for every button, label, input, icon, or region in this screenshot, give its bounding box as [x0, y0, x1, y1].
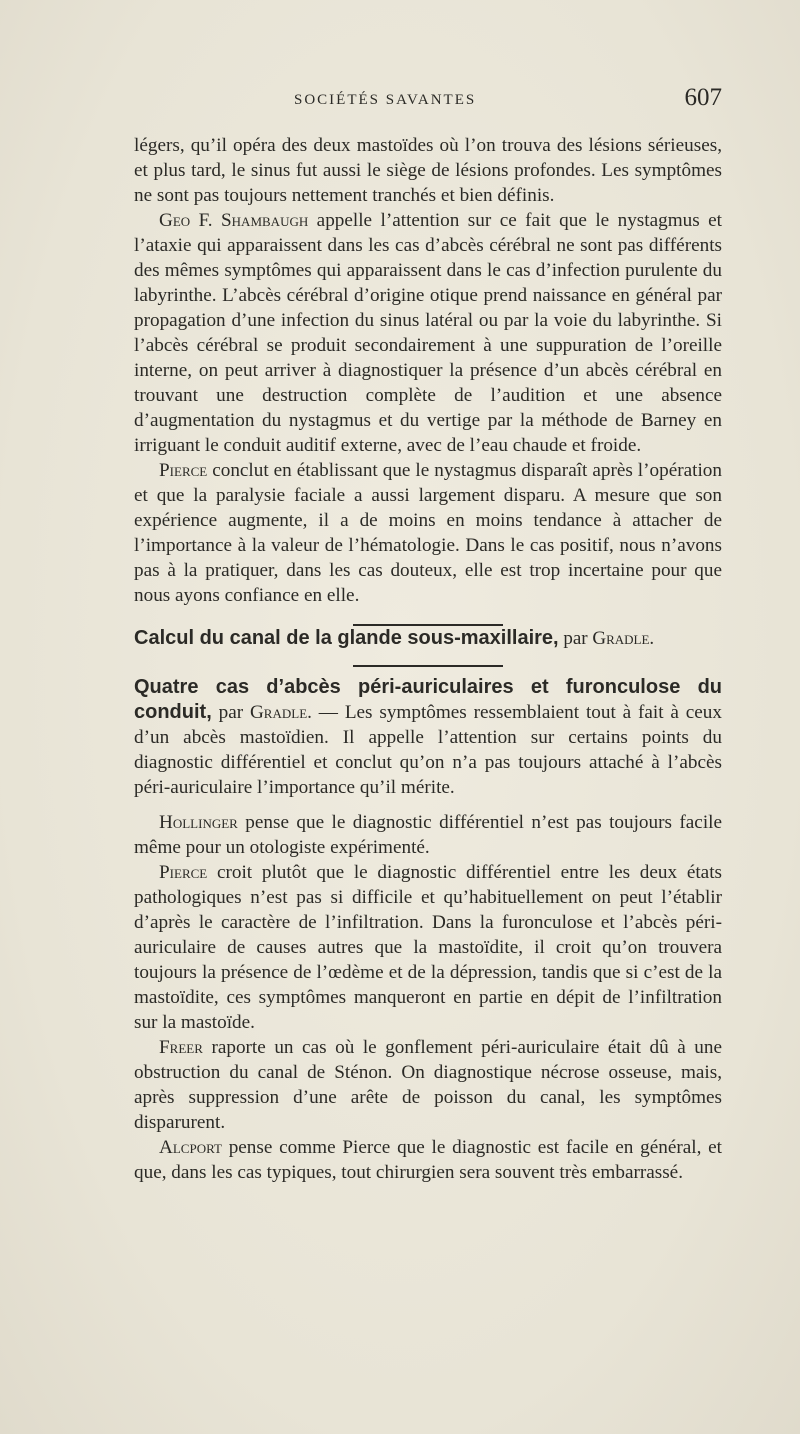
speaker-name: Pierce: [159, 460, 208, 481]
paragraph-text: raporte un cas où le gonflement péri-auriculaire était dû à une obstruction du canal de Sténon. On diagnostique nécrose osseuse, mais, après suppression d’une arête de poisson du canal, les symptômes disparurent.: [134, 1037, 722, 1133]
paragraph-shambaugh: [134, 208, 722, 458]
paragraph-pierce-1: [134, 458, 722, 608]
paragraph-text: pense que le diagnostic différentiel n’est pas toujours facile même pour un otologiste expérimenté.: [134, 812, 722, 858]
section-rule: [353, 665, 503, 667]
running-head: SOCIÉTÉS SAVANTES: [294, 92, 477, 108]
speaker-name: Hollinger: [159, 812, 238, 833]
body-text: [134, 133, 722, 1185]
page-number: 607: [684, 84, 722, 111]
paragraph-text: pense comme Pierce que le diagnostic est facile en général, et que, dans les cas typiques, tout chirurgien sera souvent très embarrassé.: [134, 1137, 722, 1183]
section-title-calcul: [134, 626, 722, 651]
paragraph-freer: [134, 1035, 722, 1135]
paragraph-quatre-cas: [134, 675, 722, 800]
paragraph-pierce-2: [134, 860, 722, 1035]
paragraph-text: croit plutôt que le diagnostic différentiel entre les deux états pathologiques n’est pas si difficile et qu’habituellement on peut l’établir d’après le caractère de l’infiltration. Dans la furonculose et l’abcès péri-auriculaire de causes autres que la mastoïdite, il croit qu’on trouvera toujours la présence de l’œdème et de la dépression, tandis que si c’est de la mastoïdite, ces symptômes manqueront en partie en dépit de l’infiltration sur la mastoïde.: [134, 862, 722, 1033]
section-by: par: [558, 628, 593, 649]
speaker-name: Alcport: [159, 1137, 222, 1158]
paragraph-text: conclut en établissant que le nystagmus disparaît après l’opération et que la paralysie faciale a aussi largement disparu. A mesure que son expérience augmente, il a de moins en moins tendance à attacher de l’importance à la valeur de l’hématologie. Dans le cas positif, nous n’avons pas à la pratiquer, dans les cas douteux, elle est trop incertaine pour que nous ayons confiance en elle.: [134, 460, 722, 606]
speaker-name: Pierce: [159, 862, 208, 883]
paragraph-text: — Les symptômes ressemblaient tout à fait à ceux d’un abcès mastoïdien. Il appelle l’attention sur certains points du diagnostic différentiel et conclut qu’on n’a pas toujours attaché à l’abcès péri-auriculaire l’importance qu’il mérite.: [134, 702, 722, 798]
page-header: [134, 84, 722, 118]
paragraph-hollinger: [134, 810, 722, 860]
paragraph-continuation: légers, qu’il opéra des deux mastoïdes où l’on trouva des lésions sérieuses, et plus tard, le sinus fut aussi le siège de lésions profondes. Les symptômes ne sont pas toujours nettement tranchés et bien définis.: [134, 135, 722, 206]
section-title-text: Quatre cas d’abcès péri-auriculaires et furonculose du conduit,: [134, 676, 722, 723]
paragraph-alcport: [134, 1135, 722, 1185]
section-author: Gradle.: [249, 702, 312, 723]
paragraph-text: appelle l’attention sur ce fait que le nystagmus et l’ataxie qui apparaissent dans les cas d’abcès cérébral ne sont pas différents des mêmes symptômes qui apparaissent dans le cas d’infection purulente du labyrinthe. L’abcès cérébral d’origine otique prend naissance en général par propagation d’une infection du sinus latéral ou par la voie du labyrinthe. Si l’abcès cérébral se produit secondairement à une suppuration de l’oreille interne, on peut arriver à diagnostiquer la présence d’un abcès cérébral en trouvant une destruction complète de l’audition et une absence d’augmentation du nystagmus et du vertige par la méthode de Barney en irriguant le conduit auditif externe, avec de l’eau chaude et froide.: [134, 210, 722, 456]
section-title-text: Calcul du canal de la glande sous-maxillaire,: [134, 627, 559, 649]
speaker-name: Geo F. Shambaugh: [159, 210, 309, 231]
speaker-name: Freer: [159, 1037, 203, 1058]
section-author: Gradle.: [592, 628, 655, 649]
section-by: par: [211, 702, 250, 723]
